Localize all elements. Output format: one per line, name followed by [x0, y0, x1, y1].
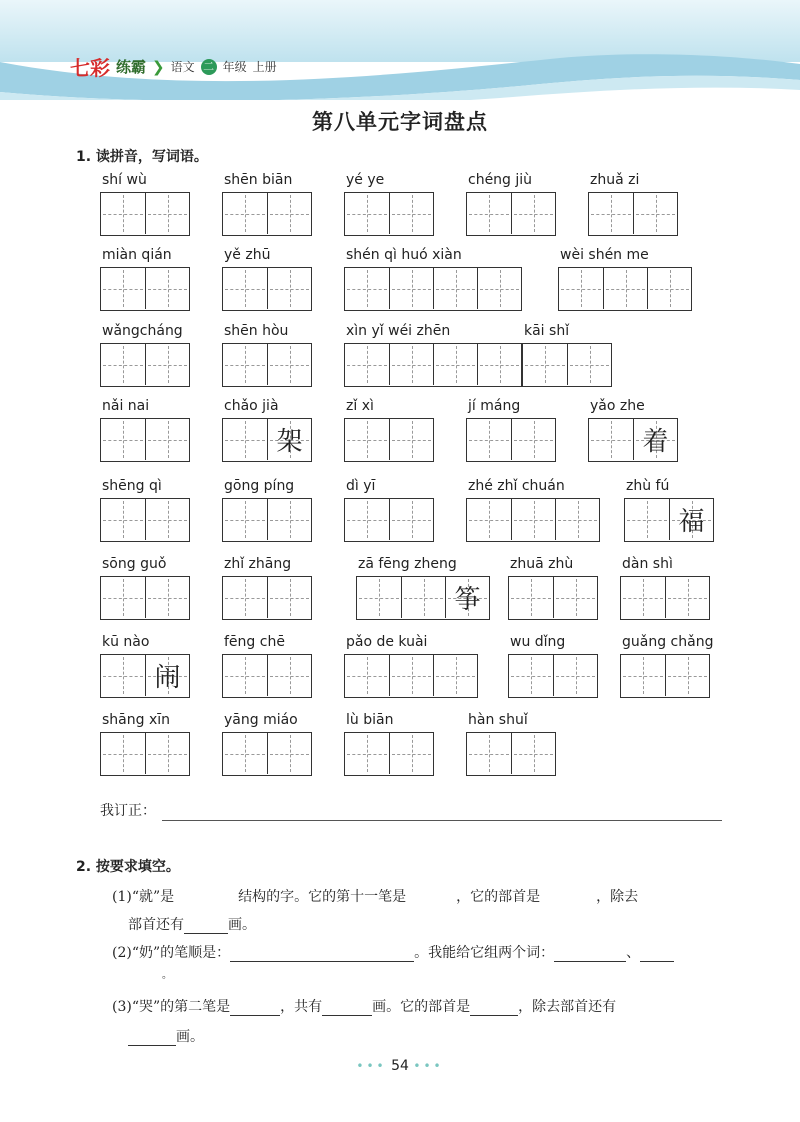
writing-cell[interactable] — [145, 419, 189, 460]
writing-cell[interactable] — [223, 733, 267, 774]
writing-cell[interactable] — [267, 577, 311, 618]
given-character — [390, 193, 433, 234]
tianzige-boxes — [344, 343, 522, 387]
writing-cell[interactable] — [345, 344, 389, 385]
given-character — [146, 193, 189, 234]
q2-line-3 — [112, 996, 616, 1016]
given-character — [512, 193, 555, 234]
writing-cell[interactable] — [523, 344, 567, 385]
writing-cell[interactable] — [345, 419, 389, 460]
q2-text: 画。 — [176, 1029, 204, 1045]
writing-cell[interactable] — [145, 344, 189, 385]
writing-cell[interactable] — [267, 499, 311, 540]
writing-cell[interactable] — [101, 733, 145, 774]
tianzige-boxes — [588, 418, 678, 462]
writing-cell[interactable] — [477, 268, 521, 309]
given-character — [478, 268, 521, 309]
pinyin-label: lù biān — [346, 712, 394, 728]
grade-number-badge: 二 — [201, 59, 217, 75]
pinyin-label: nǎi nai — [102, 398, 150, 414]
writing-cell[interactable] — [647, 268, 691, 309]
tianzige-boxes — [100, 732, 190, 776]
given-character — [390, 499, 433, 540]
pinyin-label: shén qì huó xiàn — [346, 247, 462, 263]
writing-cell[interactable] — [345, 268, 389, 309]
writing-cell[interactable] — [267, 193, 311, 234]
given-character — [554, 655, 597, 696]
q2-text: (1)“就”是 — [112, 889, 175, 905]
writing-cell[interactable] — [145, 499, 189, 540]
given-character — [512, 733, 555, 774]
tianzige-boxes — [100, 192, 190, 236]
pinyin-label: jí máng — [468, 398, 521, 414]
q2-text: 部首还有 — [128, 917, 184, 933]
pinyin-label: yě zhū — [224, 247, 271, 263]
writing-cell[interactable] — [101, 419, 145, 460]
pinyin-label: wèi shén me — [560, 247, 649, 263]
given-character — [146, 344, 189, 385]
given-character — [478, 344, 521, 385]
given-character — [345, 268, 389, 309]
question-2-heading: 2. 按要求填空。 — [76, 859, 180, 875]
given-character — [101, 577, 145, 618]
pinyin-label: yǎo zhe — [590, 398, 645, 414]
writing-cell[interactable] — [433, 344, 477, 385]
q2-line-3b — [128, 1026, 204, 1046]
given-character — [101, 344, 145, 385]
writing-cell[interactable] — [145, 193, 189, 234]
given-character — [621, 655, 665, 696]
given-character — [146, 577, 189, 618]
tianzige-boxes — [222, 343, 312, 387]
pinyin-label: shí wù — [102, 172, 147, 188]
tianzige-boxes — [466, 192, 556, 236]
given-character — [146, 419, 189, 460]
writing-cell[interactable] — [101, 268, 145, 309]
writing-cell[interactable] — [555, 499, 599, 540]
writing-cell[interactable] — [665, 655, 709, 696]
page-title: 第八单元字词盘点 — [312, 109, 488, 134]
q2-line-1b — [128, 914, 256, 934]
tianzige-boxes — [588, 192, 678, 236]
writing-cell[interactable] — [633, 419, 677, 460]
writing-cell[interactable] — [267, 419, 311, 460]
pinyin-label: yāng miáo — [224, 712, 298, 728]
tianzige-boxes — [344, 654, 478, 698]
q2-text: 画。它的部首是 — [372, 999, 471, 1015]
q2-text: ，除去部首还有 — [518, 999, 617, 1015]
given-character — [556, 499, 599, 540]
writing-cell[interactable] — [145, 733, 189, 774]
writing-cell[interactable] — [665, 577, 709, 618]
given-character — [621, 577, 665, 618]
given-character — [345, 344, 389, 385]
writing-cell[interactable] — [621, 655, 665, 696]
tianzige-boxes — [222, 192, 312, 236]
given-character — [345, 733, 389, 774]
given-character — [648, 268, 691, 309]
q2-text: 画。 — [228, 917, 256, 933]
given-character — [625, 499, 669, 540]
writing-cell[interactable] — [389, 655, 433, 696]
writing-cell[interactable] — [589, 419, 633, 460]
tianzige-boxes — [620, 654, 710, 698]
given-character — [268, 344, 311, 385]
tianzige-boxes — [222, 267, 312, 311]
writing-cell[interactable] — [621, 577, 665, 618]
tianzige-boxes — [466, 732, 556, 776]
brand-logo — [70, 52, 277, 81]
given-character — [223, 344, 267, 385]
given-character — [101, 268, 145, 309]
writing-cell[interactable] — [669, 499, 713, 540]
given-character — [223, 499, 267, 540]
pinyin-label: wǎngcháng — [102, 323, 183, 339]
given-character — [512, 499, 555, 540]
tianzige-boxes — [100, 418, 190, 462]
given-character — [509, 577, 553, 618]
given-character — [634, 193, 677, 234]
given-character — [434, 655, 477, 696]
tianzige-boxes — [620, 576, 710, 620]
pinyin-label: shāng xīn — [102, 712, 171, 728]
given-character — [467, 733, 511, 774]
writing-cell[interactable] — [345, 193, 389, 234]
given-character — [101, 419, 145, 460]
writing-cell[interactable] — [389, 193, 433, 234]
pinyin-label: dàn shì — [622, 556, 673, 572]
dots-decoration-left: ••• — [356, 1059, 387, 1073]
writing-cell[interactable] — [267, 655, 311, 696]
tianzige-boxes — [508, 576, 598, 620]
writing-cell[interactable] — [145, 655, 189, 696]
writing-cell[interactable] — [625, 499, 669, 540]
given-character: 架 — [276, 427, 303, 457]
writing-cell[interactable] — [357, 577, 401, 618]
given-character — [223, 268, 267, 309]
writing-cell[interactable] — [223, 268, 267, 309]
tianzige-boxes — [344, 418, 434, 462]
given-character — [101, 193, 145, 234]
tianzige-boxes — [100, 267, 190, 311]
writing-cell[interactable] — [603, 268, 647, 309]
pinyin-label: zhuǎ zi — [590, 172, 640, 188]
given-character — [345, 419, 389, 460]
writing-cell[interactable] — [467, 419, 511, 460]
pinyin-label: shēn biān — [224, 172, 293, 188]
correction-line[interactable] — [162, 820, 722, 821]
given-character — [589, 193, 633, 234]
pinyin-label: wu dǐng — [510, 634, 566, 650]
answer-blank[interactable] — [230, 1015, 280, 1016]
given-character — [666, 577, 709, 618]
page-header — [0, 0, 800, 100]
tianzige-boxes — [100, 654, 190, 698]
given-character — [146, 499, 189, 540]
pinyin-label: zhé zhǐ chuán — [468, 478, 565, 494]
q2-line-1 — [112, 886, 638, 906]
tianzige-boxes — [100, 576, 190, 620]
writing-cell[interactable] — [389, 268, 433, 309]
q2-text: ，除去 — [596, 889, 639, 905]
given-character — [268, 655, 311, 696]
given-character — [357, 577, 401, 618]
writing-cell[interactable] — [389, 733, 433, 774]
given-character — [390, 344, 433, 385]
writing-cell[interactable] — [101, 499, 145, 540]
given-character — [559, 268, 603, 309]
given-character — [223, 419, 267, 460]
writing-cell[interactable] — [145, 268, 189, 309]
given-character: 着 — [642, 427, 669, 457]
writing-cell[interactable] — [467, 733, 511, 774]
writing-cell[interactable] — [223, 344, 267, 385]
writing-cell[interactable] — [389, 419, 433, 460]
writing-cell[interactable] — [223, 419, 267, 460]
pinyin-label: dì yī — [346, 478, 376, 494]
writing-cell[interactable] — [101, 577, 145, 618]
given-character — [390, 419, 433, 460]
given-character — [268, 193, 311, 234]
q2-text: ，共有 — [280, 999, 323, 1015]
pinyin-label: zhǐ zhāng — [224, 556, 292, 572]
q2-text: 。我能给它组两个词： — [414, 945, 555, 961]
writing-cell[interactable] — [511, 193, 555, 234]
answer-blank[interactable] — [184, 933, 228, 934]
pinyin-label: hàn shuǐ — [468, 712, 528, 728]
tianzige-boxes — [508, 654, 598, 698]
tianzige-boxes — [344, 732, 434, 776]
answer-blank[interactable] — [470, 1015, 518, 1016]
writing-cell[interactable] — [511, 419, 555, 460]
writing-cell[interactable] — [509, 655, 553, 696]
given-character — [223, 733, 267, 774]
given-character — [390, 655, 433, 696]
answer-blank[interactable] — [128, 1045, 176, 1046]
writing-cell[interactable] — [101, 344, 145, 385]
given-character — [509, 655, 553, 696]
q2-text: 结构的字。它的第十一笔是 — [238, 889, 407, 905]
writing-cell[interactable] — [633, 193, 677, 234]
given-character — [223, 193, 267, 234]
given-character — [390, 733, 433, 774]
question-1-heading: 1. 读拼音，写词语。 — [76, 149, 208, 165]
given-character — [146, 733, 189, 774]
pinyin-label: zhù fú — [626, 478, 670, 494]
writing-cell[interactable] — [267, 733, 311, 774]
writing-cell[interactable] — [345, 499, 389, 540]
writing-cell[interactable] — [145, 577, 189, 618]
writing-cell[interactable] — [223, 193, 267, 234]
tianzige-boxes — [466, 498, 600, 542]
writing-cell[interactable] — [433, 655, 477, 696]
writing-cell[interactable] — [559, 268, 603, 309]
writing-cell[interactable] — [223, 655, 267, 696]
tianzige-boxes — [344, 498, 434, 542]
tianzige-boxes — [100, 498, 190, 542]
given-character — [146, 268, 189, 309]
pinyin-label: yé ye — [346, 172, 385, 188]
tianzige-boxes — [222, 498, 312, 542]
given-character — [568, 344, 611, 385]
given-character: 福 — [678, 507, 705, 537]
tianzige-boxes — [356, 576, 490, 620]
writing-cell[interactable] — [267, 344, 311, 385]
writing-cell[interactable] — [267, 268, 311, 309]
pinyin-label: zǐ xì — [346, 398, 374, 414]
given-character — [467, 419, 511, 460]
writing-cell[interactable] — [223, 577, 267, 618]
pinyin-label: xìn yǐ wéi zhēn — [346, 323, 451, 339]
given-character — [666, 655, 709, 696]
brand-main: 七彩 — [70, 56, 110, 80]
pinyin-label: gōng píng — [224, 478, 295, 494]
page-number: 54 — [391, 1058, 409, 1074]
page-footer — [0, 1058, 800, 1074]
pinyin-label: zā fēng zheng — [358, 556, 457, 572]
pinyin-label: miàn qián — [102, 247, 172, 263]
given-character — [101, 733, 145, 774]
tianzige-boxes — [344, 267, 522, 311]
writing-cell[interactable] — [509, 577, 553, 618]
given-character — [101, 499, 145, 540]
q2-text: (3)“哭”的第二笔是 — [112, 999, 231, 1015]
given-character — [512, 419, 555, 460]
given-character — [589, 419, 633, 460]
pinyin-label: pǎo de kuài — [346, 634, 428, 650]
given-character — [268, 499, 311, 540]
writing-cell[interactable] — [389, 344, 433, 385]
pinyin-label: fēng chē — [224, 634, 285, 650]
tianzige-boxes — [222, 654, 312, 698]
answer-blank[interactable] — [230, 961, 414, 962]
tianzige-boxes — [100, 343, 190, 387]
given-character — [345, 499, 389, 540]
q2-text: (2)“奶”的笔顺是： — [112, 945, 231, 961]
pinyin-label: guǎng chǎng — [622, 634, 714, 650]
given-character — [268, 577, 311, 618]
given-character — [345, 193, 389, 234]
writing-cell[interactable] — [345, 655, 389, 696]
answer-blank[interactable] — [322, 1015, 372, 1016]
tianzige-boxes — [222, 576, 312, 620]
given-character: 闹 — [154, 663, 181, 693]
pinyin-label: kū nào — [102, 634, 150, 650]
answer-blank[interactable] — [640, 961, 674, 962]
writing-cell[interactable] — [467, 499, 511, 540]
writing-cell[interactable] — [511, 733, 555, 774]
tianzige-boxes — [522, 343, 612, 387]
tianzige-boxes — [222, 418, 312, 462]
tianzige-boxes — [466, 418, 556, 462]
brand-sub: 练霸 — [116, 58, 147, 76]
writing-cell[interactable] — [345, 733, 389, 774]
given-character — [554, 577, 597, 618]
correction-label: 我订正： — [100, 803, 156, 819]
writing-cell[interactable] — [553, 577, 597, 618]
given-character — [434, 344, 477, 385]
writing-cell[interactable] — [223, 499, 267, 540]
writing-cell[interactable] — [101, 193, 145, 234]
grade-label: 年级 — [222, 60, 247, 74]
tianzige-boxes — [558, 267, 692, 311]
writing-cell[interactable] — [101, 655, 145, 696]
writing-cell[interactable] — [389, 499, 433, 540]
tianzige-boxes — [222, 732, 312, 776]
given-character — [604, 268, 647, 309]
given-character — [345, 655, 389, 696]
given-character — [268, 733, 311, 774]
q2-text: 、 — [626, 945, 641, 961]
writing-cell[interactable] — [467, 193, 511, 234]
given-character — [223, 577, 267, 618]
pinyin-label: shēng qì — [102, 478, 162, 494]
dots-decoration-right: ••• — [413, 1059, 444, 1073]
header-wave-band — [0, 0, 800, 100]
pinyin-label: chǎo jià — [224, 398, 279, 414]
tianzige-boxes — [624, 498, 714, 542]
writing-cell[interactable] — [511, 499, 555, 540]
given-character — [390, 268, 433, 309]
q2-text: ，它的部首是 — [456, 889, 541, 905]
given-character — [467, 193, 511, 234]
pinyin-label: kāi shǐ — [524, 323, 570, 339]
writing-cell[interactable] — [553, 655, 597, 696]
chevron-right-icon: ❯ — [152, 57, 165, 76]
given-character — [434, 268, 477, 309]
writing-cell[interactable] — [433, 268, 477, 309]
writing-cell[interactable] — [401, 577, 445, 618]
given-character — [467, 499, 511, 540]
volume-label: 上册 — [252, 60, 277, 74]
given-character — [223, 655, 267, 696]
given-character — [402, 577, 445, 618]
pinyin-label: shēn hòu — [224, 323, 289, 339]
pinyin-label: chéng jiù — [468, 172, 533, 188]
pinyin-label: sōng guǒ — [102, 556, 167, 572]
writing-cell[interactable] — [589, 193, 633, 234]
given-character — [101, 655, 145, 696]
tianzige-boxes — [344, 192, 434, 236]
writing-cell[interactable] — [567, 344, 611, 385]
given-character — [523, 344, 567, 385]
q2-line-2-end: 。 — [162, 970, 172, 981]
given-character — [268, 268, 311, 309]
given-character: 筝 — [454, 585, 481, 615]
writing-cell[interactable] — [477, 344, 521, 385]
writing-cell[interactable] — [445, 577, 489, 618]
pinyin-label: zhuā zhù — [510, 556, 574, 572]
q2-line-2 — [112, 942, 674, 962]
answer-blank[interactable] — [554, 961, 626, 962]
subject-label: 语文 — [170, 60, 195, 74]
